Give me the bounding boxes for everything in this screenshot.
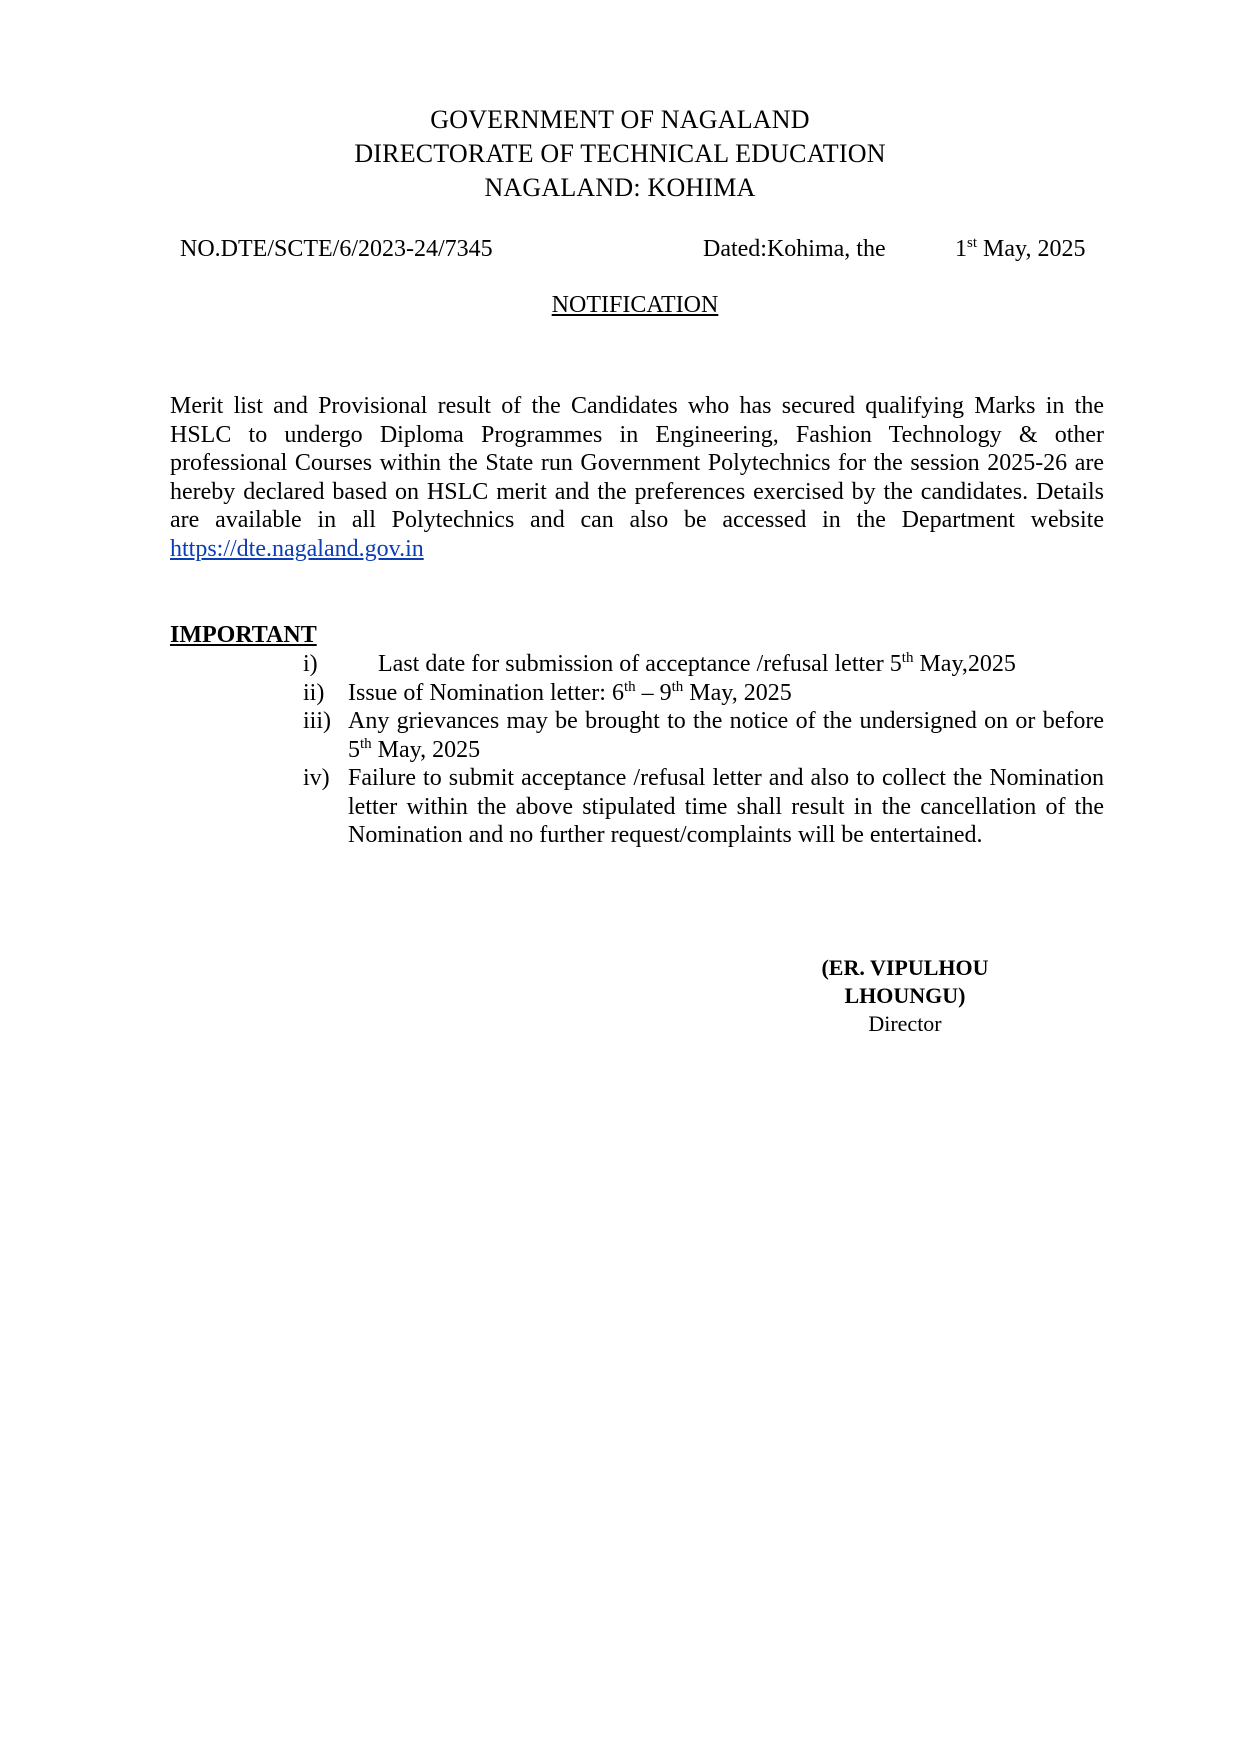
- header-government: GOVERNMENT OF NAGALAND: [430, 105, 810, 134]
- list-text: [348, 707, 1104, 764]
- item-text-a: Issue of Nomination letter: 6: [348, 679, 624, 706]
- list-number: i): [303, 651, 318, 677]
- item-text-b: – 9: [635, 679, 672, 706]
- date-rest: May, 2025: [977, 236, 1086, 262]
- item-text-a: Last date for submission of acceptance /refusal letter 5: [378, 651, 902, 677]
- item-text-b: May,2025: [913, 651, 1016, 677]
- list-number: iv): [303, 765, 330, 791]
- item-text-c: May, 2025: [683, 679, 792, 706]
- signature-block: [760, 954, 1050, 1038]
- date-day: 1: [955, 236, 967, 262]
- item-sup-a: th: [623, 678, 636, 695]
- list-number: ii): [303, 679, 325, 706]
- reference-number: NO.DTE/SCTE/6/2023-24/7345: [180, 236, 493, 262]
- dated-date: [955, 232, 1085, 266]
- letterhead: [0, 103, 1240, 205]
- body-text: Merit list and Provisional result of the Candidates who has secured qualifying Marks in the HSLC to undergo Diploma Programmes in Engineering, Fashion Technology & other professional Courses within the State run Government Polytechnics for the session 2025-26 are hereby declared based on HSLC merit and the preferences exercised by the candidates. Details are available in all Polytechnics and can also be accessed in the Department website: [170, 393, 1104, 533]
- dated-label: Dated:Kohima, the: [703, 236, 886, 262]
- item-sup-a: th: [901, 650, 914, 666]
- body-paragraph: [170, 392, 1104, 563]
- department-website-link[interactable]: https://dte.nagaland.gov.in: [170, 535, 424, 562]
- item-text-b: May, 2025: [371, 736, 481, 763]
- list-text: [348, 679, 1104, 708]
- item-sup-b: th: [671, 678, 684, 695]
- header-directorate: DIRECTORATE OF TECHNICAL EDUCATION: [354, 139, 886, 168]
- notification-title: NOTIFICATION: [551, 292, 719, 318]
- list-text: [378, 650, 1104, 679]
- item-text-a: Any grievances may be brought to the notice of the undersigned on or before 5: [348, 708, 1104, 763]
- signatory-title: Director: [868, 1011, 942, 1036]
- list-number: iii): [303, 708, 331, 734]
- header-location: NAGALAND: KOHIMA: [484, 173, 756, 202]
- item-sup-a: th: [360, 735, 372, 752]
- important-heading: IMPORTANT: [170, 622, 317, 648]
- reference-row: [0, 232, 1240, 266]
- signatory-name: (ER. VIPULHOU LHOUNGU): [821, 955, 989, 1008]
- list-text: Failure to submit acceptance /refusal letter and also to collect the Nomination letter within the above stipulated time shall result in the cancellation of the Nomination and no further request/complaints will be entertained.: [348, 765, 1104, 848]
- date-suffix: st: [967, 235, 978, 251]
